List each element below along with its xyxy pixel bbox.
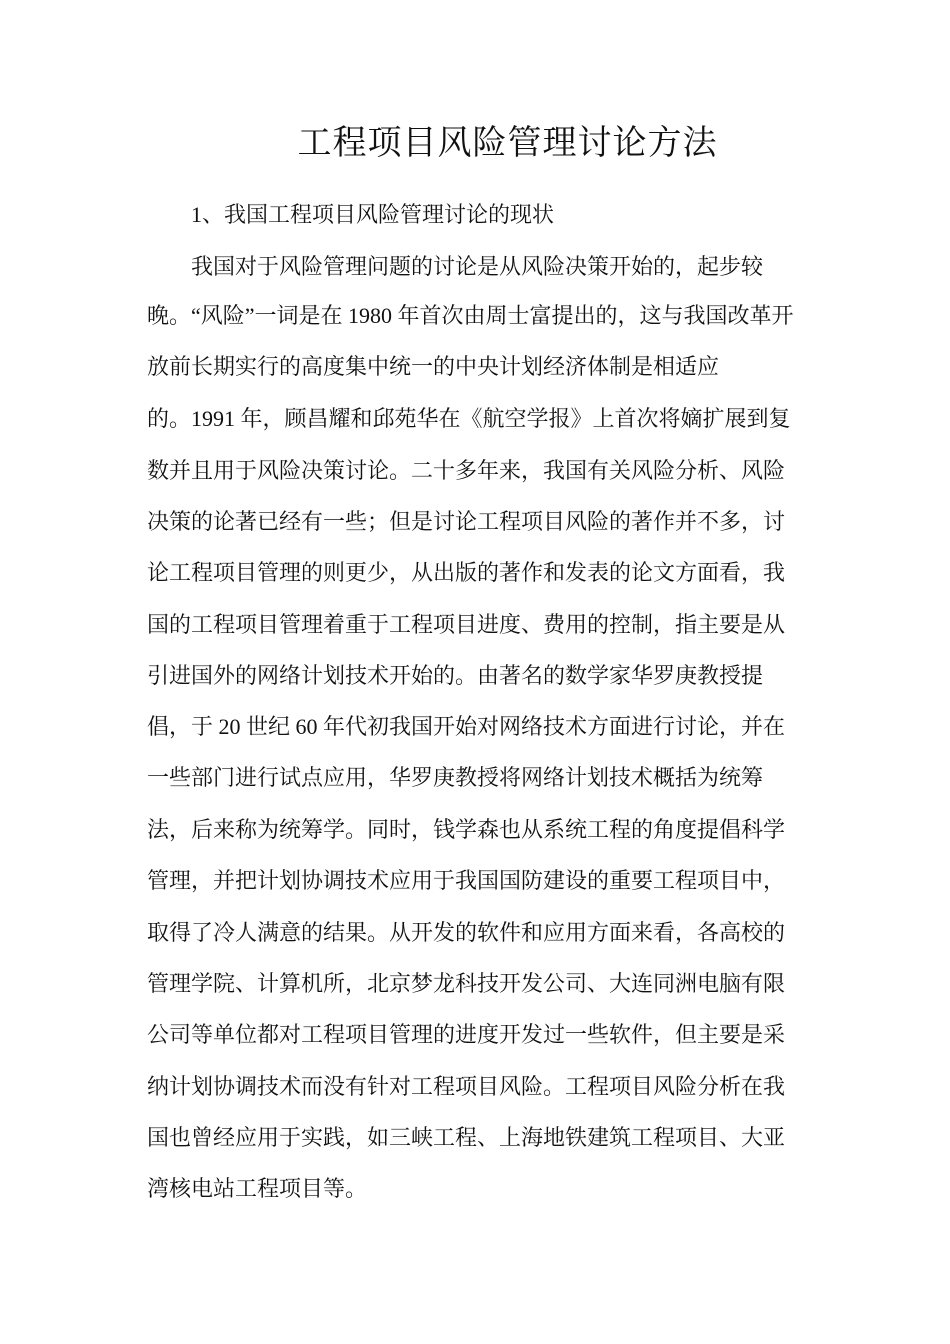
section-heading: 1、我国工程项目风险管理讨论的现状 [191, 202, 555, 227]
paragraph-line: 湾核电站工程项目等。 [147, 1176, 368, 1201]
paragraph-line: 一些部门进行试点应用，华罗庚教授将网络计划技术概括为统筹 [147, 765, 764, 790]
paragraph-line: 取得了冷人满意的结果。从开发的软件和应用方面来看，各高校的 [147, 920, 786, 945]
paragraph-line: 我国对于风险管理问题的讨论是从风险决策开始的，起步较 [191, 254, 764, 279]
paragraph-line: 论工程项目管理的则更少，从出版的著作和发表的论文方面看，我 [147, 560, 786, 585]
paragraph-line: 引进国外的网络计划技术开始的。由著名的数学家华罗庚教授提 [147, 663, 764, 688]
paragraph-line: 晚。“风险”一词是在 1980 年首次由周士富提出的，这与我国改革开 [147, 303, 794, 328]
paragraph-line: 放前长期实行的高度集中统一的中央计划经济体制是相适应 [147, 354, 720, 379]
paragraph-line: 倡，于 20 世纪 60 年代初我国开始对网络技术方面进行讨论，并在 [147, 714, 786, 739]
paragraph-line: 管理学院、计算机所，北京梦龙科技开发公司、大连同洲电脑有限 [147, 971, 786, 996]
paragraph-line: 国的工程项目管理着重于工程项目进度、费用的控制，指主要是从 [147, 612, 786, 637]
paragraph-line: 数并且用于风险决策讨论。二十多年来，我国有关风险分析、风险 [147, 458, 786, 483]
paragraph-line: 国也曾经应用于实践，如三峡工程、上海地铁建筑工程项目、大亚 [147, 1125, 786, 1150]
paragraph-line: 公司等单位都对工程项目管理的进度开发过一些软件，但主要是采 [147, 1022, 786, 1047]
paragraph-line: 的。1991 年，顾昌耀和邱苑华在《航空学报》上首次将嫡扩展到复 [147, 406, 791, 431]
paragraph-line: 纳计划协调技术而没有针对工程项目风险。工程项目风险分析在我 [147, 1074, 786, 1099]
paragraph-line: 决策的论著已经有一些；但是讨论工程项目风险的著作并不多，讨 [147, 509, 786, 534]
document-title: 工程项目风险管理讨论方法 [297, 125, 718, 162]
paragraph-line: 法，后来称为统筹学。同时，钱学森也从系统工程的角度提倡科学 [147, 817, 786, 842]
paragraph-line: 管理，并把计划协调技术应用于我国国防建设的重要工程项目中， [147, 868, 786, 893]
